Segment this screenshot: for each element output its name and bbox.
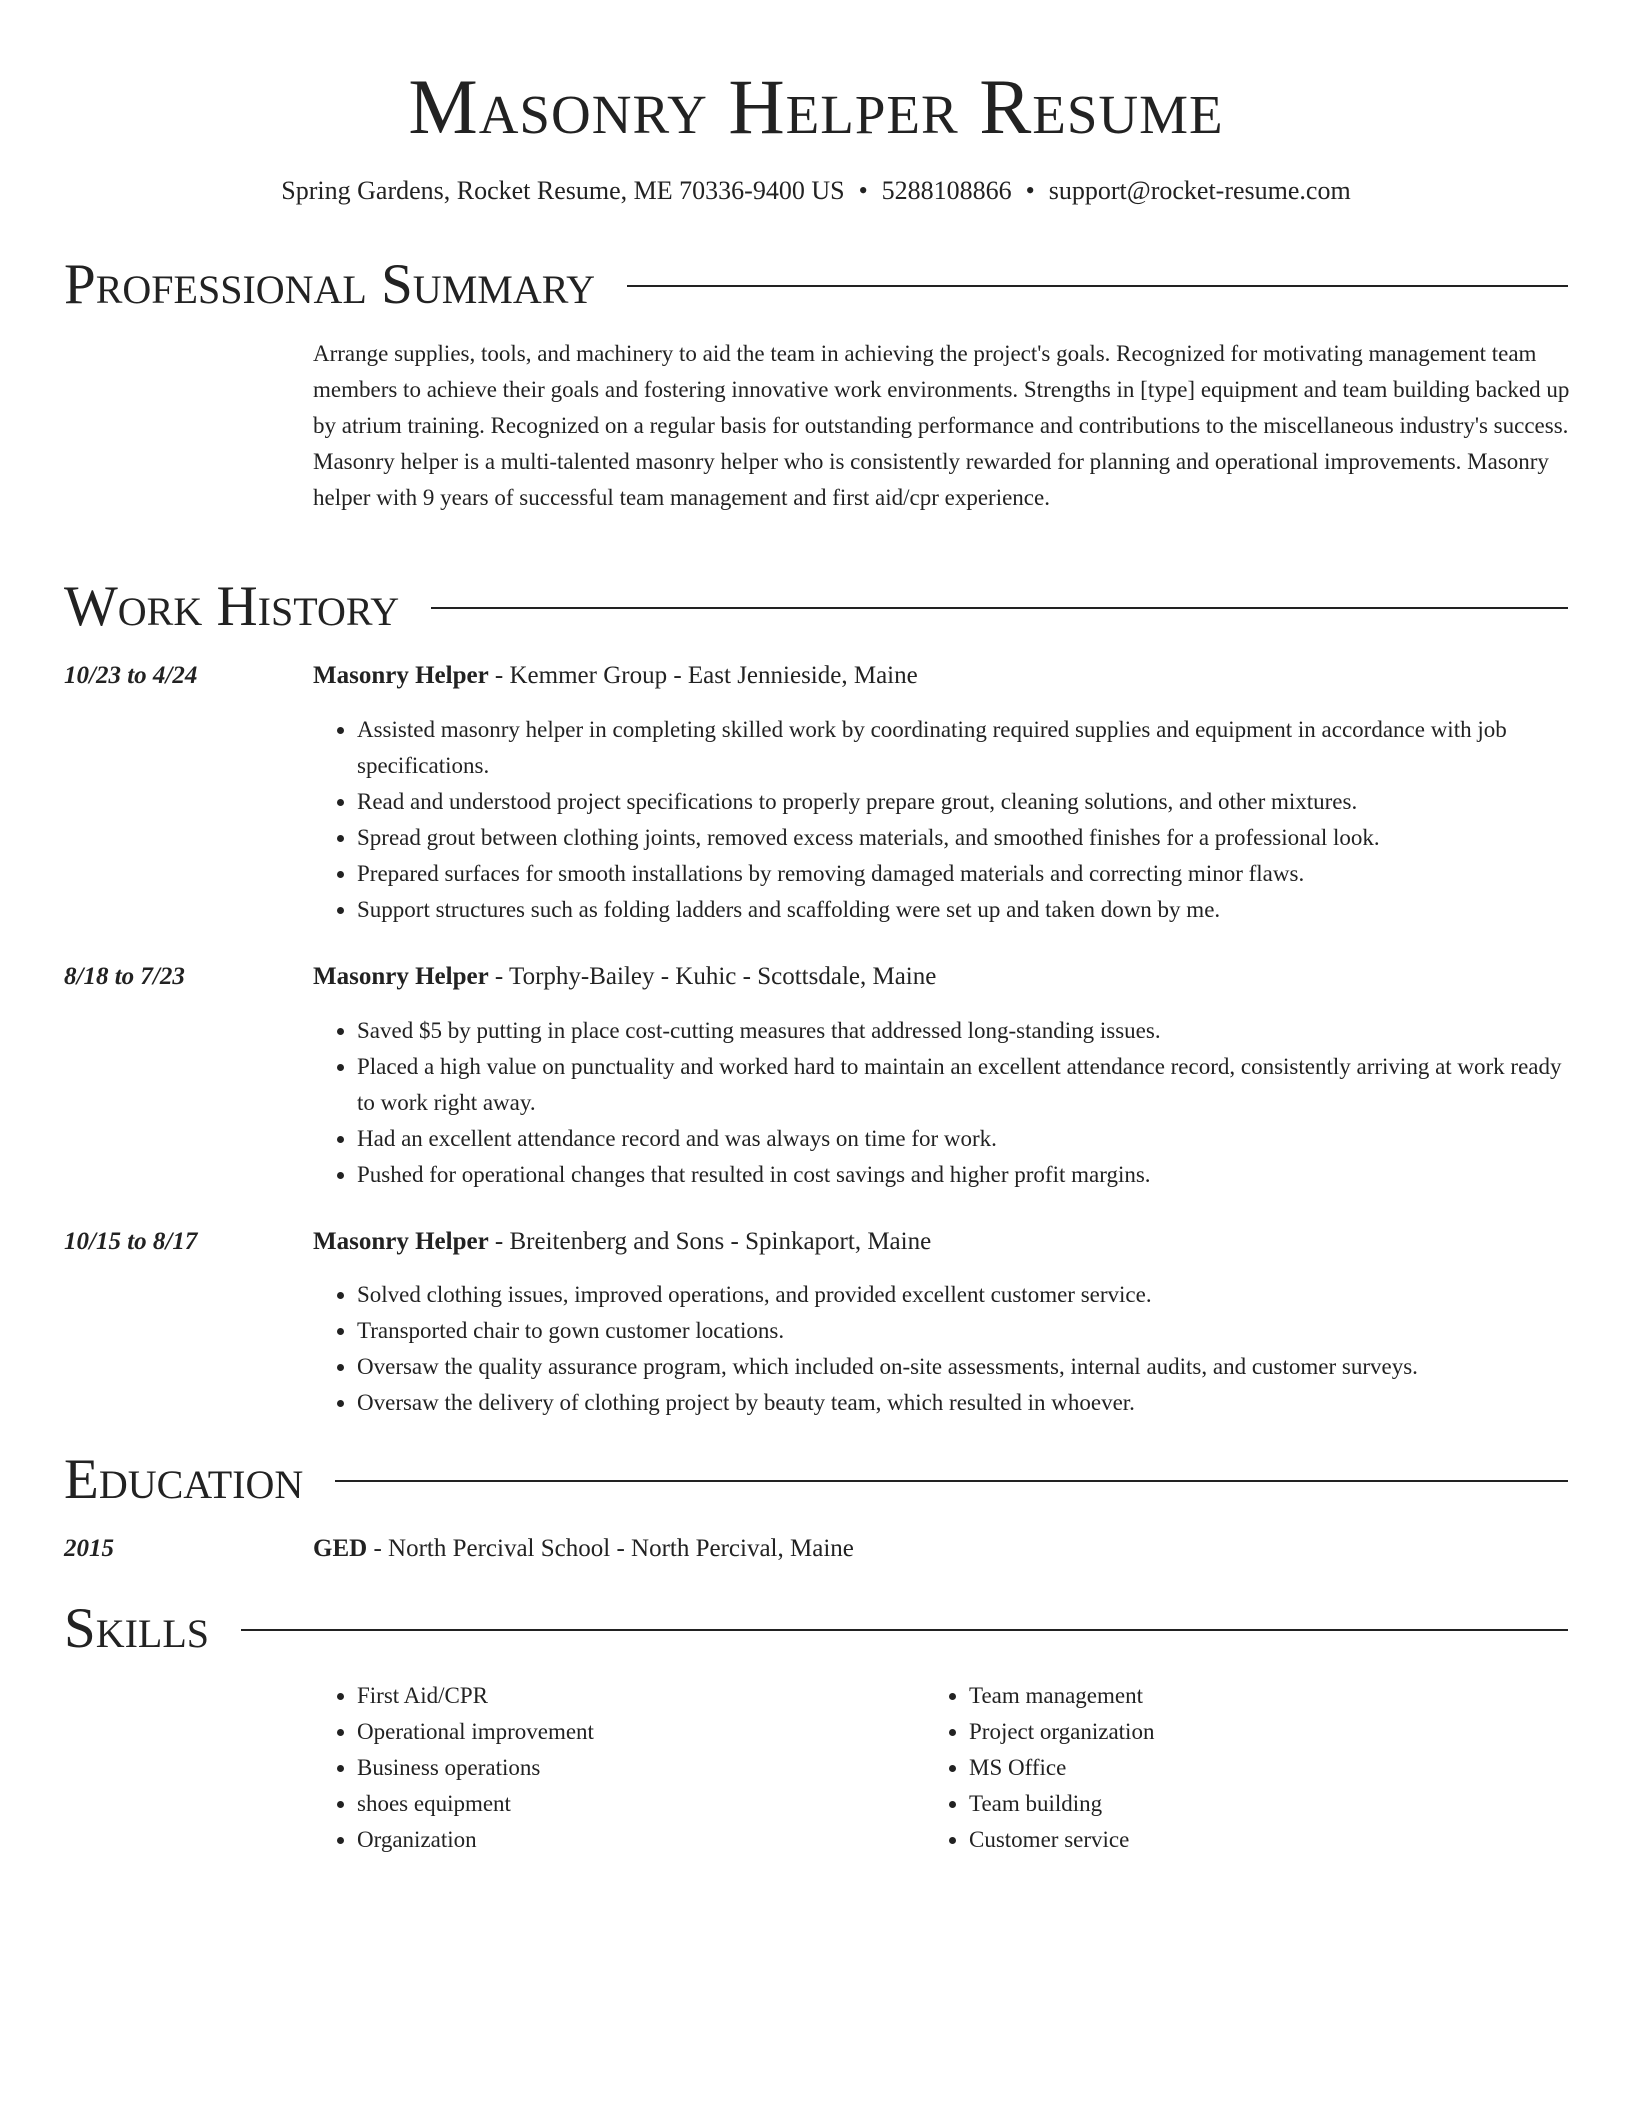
- skill-item: • shoes equipment: [357, 1786, 913, 1822]
- job-dates: 10/15 to 8/17: [64, 1228, 198, 1255]
- list-item: • Pushed for operational changes that resulted in cost savings and higher profit margins.: [357, 1157, 1570, 1193]
- section-title: Skills: [64, 1597, 210, 1660]
- section-title: Education: [64, 1448, 304, 1511]
- list-item: • Support structures such as folding ladders and scaffolding were set up and taken down by me.: [357, 892, 1570, 928]
- contact-separator: •: [1025, 176, 1035, 205]
- section-title: Professional Summary: [64, 253, 596, 316]
- section-rule: [627, 285, 1568, 287]
- section-header-skills: [64, 1597, 1568, 1661]
- skill-item: • First Aid/CPR: [357, 1678, 913, 1714]
- skill-item: • Team management: [969, 1678, 1525, 1714]
- job-dates: 8/18 to 7/23: [64, 963, 185, 990]
- job-details: - Kemmer Group - East Jennieside, Maine: [488, 662, 918, 689]
- list-item: • Read and understood project specifications to properly prepare grout, cleaning solutions, and other mixtures.: [357, 784, 1570, 820]
- job-title-line: [313, 960, 1570, 994]
- contact-separator: •: [858, 176, 868, 205]
- list-item: • Assisted masonry helper in completing skilled work by coordinating required supplies and equipment in accordance with job specifications.: [357, 712, 1570, 784]
- list-item: • Prepared surfaces for smooth installations by removing damaged materials and correcting minor flaws.: [357, 856, 1570, 892]
- list-item: • Placed a high value on punctuality and worked hard to maintain an excellent attendance record, consistently arriving at work ready to work right away.: [357, 1049, 1570, 1121]
- summary-text: Arrange supplies, tools, and machinery to aid the team in achieving the project's goals. Recognized for motivating management team members to achieve their goals and fostering innovative work environments. Strengths in [type] equipment and team building backed up by atrium training. Recognized on a regular basis for outstanding performance and contributions to the miscellaneous industry's success. Masonry helper is a multi-talented masonry helper who is consistently rewarded for planning and operational improvements. Masonry helper with 9 years of successful team management and first aid/cpr experience.: [313, 341, 1570, 510]
- section-rule: [241, 1629, 1568, 1631]
- skill-item: • Customer service: [969, 1822, 1525, 1858]
- contact-email: support@rocket-resume.com: [1048, 176, 1351, 205]
- resume-name: Masonry Helper Resume: [408, 63, 1224, 150]
- education-line: [313, 1532, 1570, 1566]
- section-rule: [431, 607, 1568, 609]
- job-role: Masonry Helper: [313, 662, 489, 689]
- job-role: Masonry Helper: [313, 1228, 489, 1255]
- list-item: • Solved clothing issues, improved operations, and provided excellent customer service.: [357, 1277, 1570, 1313]
- skills-list-left: [313, 1678, 913, 1858]
- job-details: - Breitenberg and Sons - Spinkaport, Maine: [488, 1228, 932, 1255]
- job-details: - Torphy-Bailey - Kuhic - Scottsdale, Maine: [488, 963, 937, 990]
- list-item: • Had an excellent attendance record and was always on time for work.: [357, 1121, 1570, 1157]
- job-title-line: [313, 1225, 1570, 1259]
- job-bullets: [313, 1013, 1570, 1193]
- education-year: 2015: [64, 1535, 114, 1562]
- skill-item: • Business operations: [357, 1750, 913, 1786]
- job-bullets: [313, 712, 1570, 928]
- job-dates: 10/23 to 4/24: [64, 662, 198, 689]
- list-item: • Oversaw the delivery of clothing project by beauty team, which resulted in whoever.: [357, 1385, 1570, 1421]
- list-item: • Saved $5 by putting in place cost-cutting measures that addressed long-standing issues.: [357, 1013, 1570, 1049]
- job-title-line: [313, 659, 1570, 693]
- job-bullets: [313, 1277, 1570, 1421]
- education-details: - North Percival School - North Percival, Maine: [367, 1535, 854, 1562]
- skill-item: • Organization: [357, 1822, 913, 1858]
- section-title: Work History: [64, 575, 400, 638]
- job-role: Masonry Helper: [313, 963, 489, 990]
- contact-line: [0, 174, 1632, 208]
- skills-list-right: [925, 1678, 1525, 1858]
- skill-item: • Team building: [969, 1786, 1525, 1822]
- list-item: • Oversaw the quality assurance program, which included on-site assessments, internal audits, and customer surveys.: [357, 1349, 1570, 1385]
- section-rule: [335, 1480, 1568, 1482]
- contact-address: Spring Gardens, Rocket Resume, ME 70336-9400 US: [281, 176, 845, 205]
- education-degree: GED: [313, 1535, 368, 1562]
- skill-item: • MS Office: [969, 1750, 1525, 1786]
- skill-item: • Operational improvement: [357, 1714, 913, 1750]
- section-header-work-history: [64, 575, 1568, 639]
- section-header-education: [64, 1448, 1568, 1512]
- contact-phone: 5288108866: [881, 176, 1012, 205]
- skill-item: • Project organization: [969, 1714, 1525, 1750]
- list-item: • Spread grout between clothing joints, removed excess materials, and smoothed finishes for a professional look.: [357, 820, 1570, 856]
- list-item: • Transported chair to gown customer locations.: [357, 1313, 1570, 1349]
- section-header-summary: [64, 253, 1568, 317]
